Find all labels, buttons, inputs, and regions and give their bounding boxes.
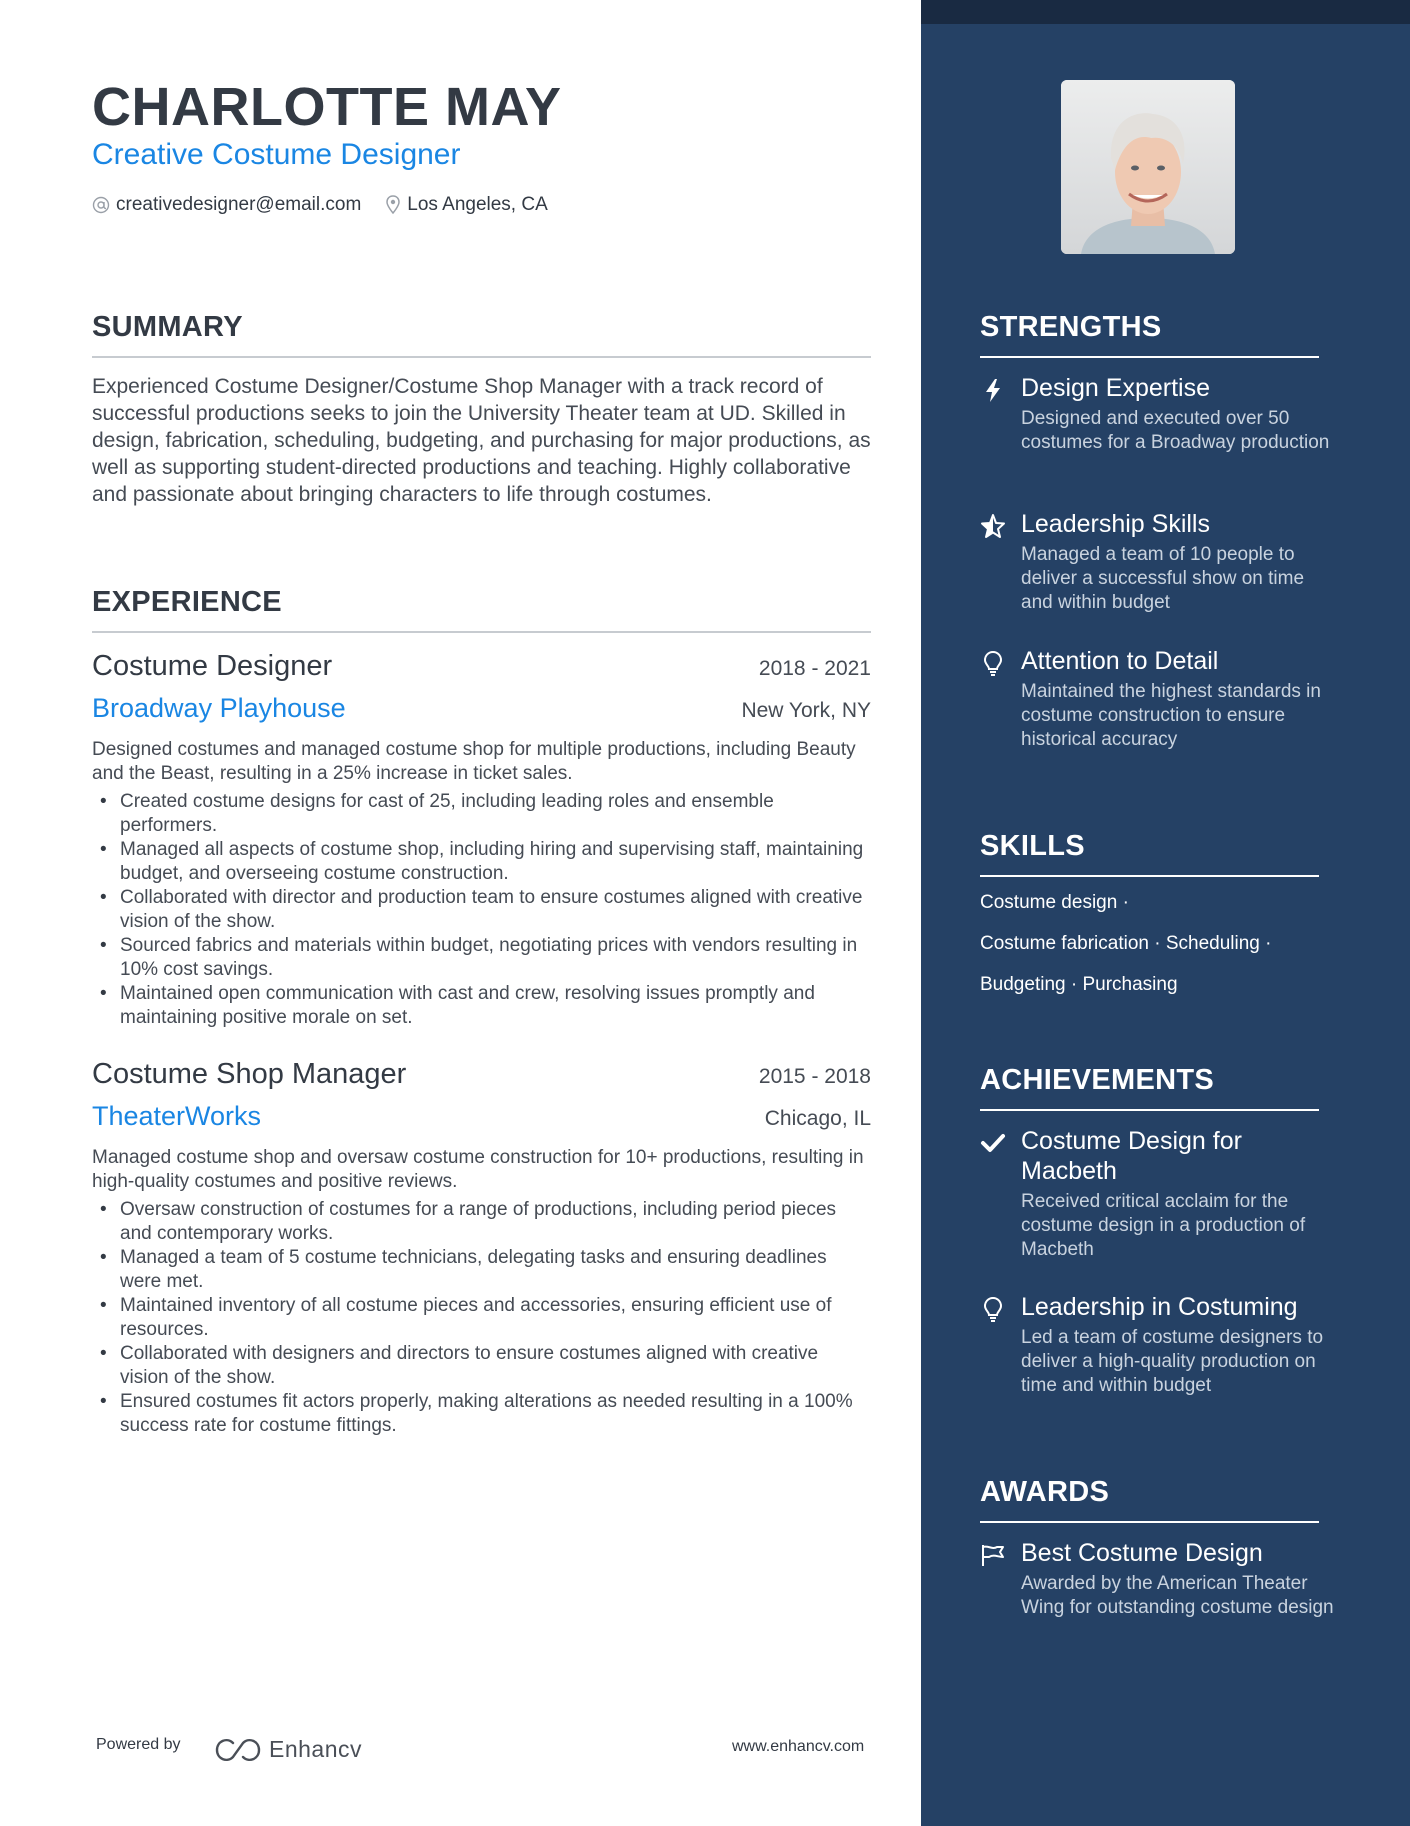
email-item[interactable] — [92, 194, 361, 216]
position-title: Costume Designer — [92, 650, 333, 682]
experience-entry — [92, 1058, 871, 1438]
lightning-icon — [980, 377, 1006, 403]
powered-by-label: Powered by — [96, 1736, 181, 1753]
skill-line: Costume design · — [980, 892, 1129, 913]
achievement-list — [92, 790, 871, 1030]
flag-icon — [980, 1542, 1006, 1568]
strength-item — [980, 646, 1340, 752]
position-description: Managed costume shop and oversaw costume construction for 10+ productions, resulting in high-quality costumes and positive reviews. — [92, 1147, 864, 1192]
list-item: • Sourced fabrics and materials within budget, negotiating prices with vendors resulting in 10% cost savings. — [92, 934, 871, 982]
award-description: Awarded by the American Theater Wing for outstanding costume design — [1021, 1573, 1334, 1618]
achievement-list — [92, 1198, 871, 1438]
skill-line: Costume fabrication · Scheduling · — [980, 933, 1272, 954]
list-item: • Ensured costumes fit actors properly, making alterations as needed resulting in a 100% success rate for costume fittings. — [92, 1390, 871, 1438]
enhancv-logo[interactable] — [215, 1736, 362, 1763]
list-item: • Maintained inventory of all costume pieces and accessories, ensuring efficient use of resources. — [92, 1294, 871, 1342]
experience-entry — [92, 650, 871, 1030]
strength-description: Maintained the highest standards in costume construction to ensure historical accuracy — [1021, 681, 1321, 750]
award-title: Best Costume Design — [1021, 1539, 1263, 1567]
list-item: • Collaborated with director and production team to ensure costumes aligned with creative vision of the show. — [92, 886, 871, 934]
position-location: Chicago, IL — [764, 1107, 871, 1130]
sidebar-top-bar — [921, 0, 1410, 24]
summary-text: Experienced Costume Designer/Costume Shop Manager with a track record of successful productions seeks to join the University Theater team at UD. Skilled in design, fabrication, scheduling, budgeting, and purchasing for major productions, as well as supporting student-directed productions and teaching. Highly collaborative and passionate about bringing characters to life through costumes. — [92, 375, 871, 506]
sidebar — [921, 0, 1410, 1826]
strength-title: Attention to Detail — [1021, 647, 1219, 675]
at-icon — [92, 196, 110, 214]
strengths-heading: STRENGTHS — [980, 311, 1319, 358]
skills-list — [980, 892, 1340, 1015]
position-description: Designed costumes and managed costume shop for multiple productions, including Beauty and the Beast, resulting in a 25% increase in ticket sales. — [92, 739, 856, 784]
contact-info — [92, 194, 572, 216]
strength-item — [980, 373, 1340, 455]
strength-title: Design Expertise — [1021, 374, 1210, 402]
list-item: • Managed a team of 5 costume technicians, delegating tasks and ensuring deadlines were met. — [92, 1246, 871, 1294]
checkmark-icon — [980, 1130, 1006, 1156]
enhancv-logo-icon — [215, 1738, 261, 1762]
main-column — [92, 0, 871, 1826]
skills-heading: SKILLS — [980, 830, 1319, 877]
list-item: • Managed all aspects of costume shop, including hiring and supervising staff, maintaining budget, and overseeing costume construction. — [92, 838, 871, 886]
achievement-title: Leadership in Costuming — [1021, 1293, 1298, 1321]
lightbulb-icon — [980, 1296, 1006, 1322]
strength-item — [980, 509, 1340, 615]
location-pin-icon — [385, 195, 401, 215]
position-dates: 2018 - 2021 — [758, 657, 871, 680]
candidate-name: CHARLOTTE MAY — [92, 77, 562, 137]
list-item: • Collaborated with designers and directors to ensure costumes aligned with creative vision of the show. — [92, 1342, 871, 1390]
achievement-description: Received critical acclaim for the costume design in a production of Macbeth — [1021, 1191, 1306, 1260]
strength-description: Managed a team of 10 people to deliver a successful show on time and within budget — [1021, 544, 1305, 613]
job-title: Creative Costume Designer — [92, 138, 461, 171]
location-text: Los Angeles, CA — [407, 194, 548, 215]
awards-heading: AWARDS — [980, 1476, 1319, 1523]
position-title: Costume Shop Manager — [92, 1058, 407, 1090]
achievements-heading: ACHIEVEMENTS — [980, 1064, 1319, 1111]
achievement-title: Costume Design for Macbeth — [1021, 1127, 1242, 1185]
list-item: • Maintained open communication with cast and crew, resolving issues promptly and maintaining positive morale on set. — [92, 982, 871, 1030]
list-item: • Created costume designs for cast of 25, including leading roles and ensemble performers. — [92, 790, 871, 838]
lightbulb-icon — [980, 650, 1006, 676]
position-dates: 2015 - 2018 — [758, 1065, 871, 1088]
award-item — [980, 1538, 1340, 1620]
brand-name: Enhancv — [269, 1736, 363, 1762]
experience-heading: EXPERIENCE — [92, 586, 871, 633]
achievement-item — [980, 1292, 1340, 1398]
skill-line: Budgeting · Purchasing — [980, 974, 1178, 995]
achievement-description: Led a team of costume designers to deliver a high-quality production on time and within budget — [1021, 1327, 1324, 1396]
list-item: • Oversaw construction of costumes for a range of productions, including period pieces and contemporary works. — [92, 1198, 871, 1246]
star-icon — [980, 513, 1006, 539]
strength-description: Designed and executed over 50 costumes for a Broadway production — [1021, 408, 1330, 453]
email-text: creativedesigner@email.com — [116, 194, 362, 215]
footer-url[interactable]: www.enhancv.com — [732, 1738, 865, 1755]
profile-photo — [1061, 80, 1235, 254]
company-name[interactable]: Broadway Playhouse — [92, 693, 346, 723]
achievement-item — [980, 1126, 1340, 1262]
position-location: New York, NY — [741, 699, 871, 722]
summary-heading: SUMMARY — [92, 311, 871, 358]
strength-title: Leadership Skills — [1021, 510, 1210, 538]
company-name[interactable]: TheaterWorks — [92, 1101, 262, 1131]
location-item — [385, 194, 547, 216]
